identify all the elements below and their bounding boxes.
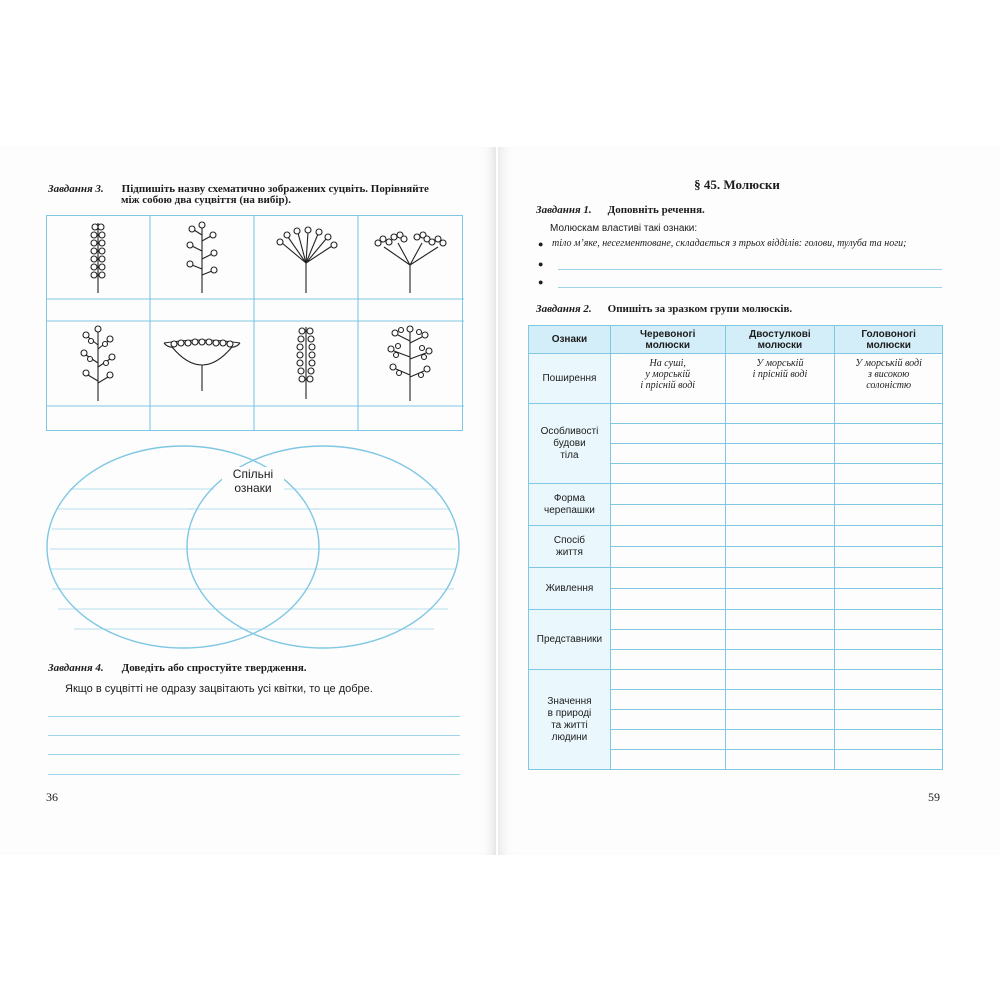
answer-line[interactable]	[558, 269, 942, 270]
page-number-right: 59	[928, 790, 940, 804]
row-header: Значення в природі та житті людини	[529, 670, 611, 770]
answer-cell[interactable]	[610, 730, 725, 750]
venn-common-label	[222, 467, 284, 495]
answer-cell[interactable]	[835, 484, 943, 505]
task4-header	[48, 658, 307, 676]
task1-text: Доповніть речення.	[607, 204, 705, 216]
task2-label: Завдання 2.	[536, 303, 592, 315]
answer-cell[interactable]	[835, 670, 943, 690]
task1-label: Завдання 1.	[536, 204, 592, 216]
answer-cell[interactable]	[725, 750, 835, 770]
molluscs-table	[528, 325, 943, 770]
inflorescence-grid	[46, 215, 464, 431]
answer-cell[interactable]	[835, 650, 943, 670]
answer-line[interactable]	[558, 287, 942, 288]
table-cell: На суші, у морській і прісній воді	[610, 354, 725, 404]
row-header: Форма черепашки	[529, 484, 611, 526]
bullet-icon: ●	[538, 277, 544, 287]
basket-icon	[164, 339, 240, 391]
answer-cell[interactable]	[610, 547, 725, 568]
header-cell: Головоногі молюски	[835, 326, 943, 354]
row-header: Живлення	[529, 568, 611, 610]
venn-common-label-line2: ознаки	[234, 481, 272, 495]
answer-cell[interactable]	[835, 710, 943, 730]
answer-cell[interactable]	[610, 710, 725, 730]
task4-label: Завдання 4.	[48, 662, 104, 674]
raceme-icon	[187, 222, 217, 293]
answer-cell[interactable]	[610, 690, 725, 710]
task4-text: Доведіть або спростуйте твердження.	[121, 662, 307, 674]
answer-cell[interactable]	[610, 670, 725, 690]
header-cell: Двостулкові молюски	[725, 326, 835, 354]
table-cell: У морській воді з високою солоністю	[835, 354, 943, 404]
row-header: Представники	[529, 610, 611, 670]
answer-cell[interactable]	[835, 730, 943, 750]
answer-cell[interactable]	[835, 750, 943, 770]
spike-icon	[91, 223, 105, 293]
row-header: Поширення	[529, 354, 611, 404]
answer-cell[interactable]	[835, 690, 943, 710]
answer-cell[interactable]	[725, 505, 835, 526]
section-title: § 45. Молюски	[694, 177, 780, 192]
row-header: Особливості будови тіла	[529, 404, 611, 484]
answer-cell[interactable]	[610, 424, 725, 444]
task2-header	[536, 299, 792, 317]
venn-common-label-line1: Спільні	[232, 467, 274, 481]
compound-spike-icon	[297, 327, 315, 399]
header-cell: Ознаки	[529, 326, 611, 354]
answer-cell[interactable]	[610, 650, 725, 670]
answer-line[interactable]	[48, 735, 460, 736]
left-page	[0, 147, 496, 855]
bullet-icon: ●	[538, 259, 544, 269]
answer-cell[interactable]	[610, 589, 725, 610]
table-cell: У морській і прісній воді	[725, 354, 835, 404]
answer-cell[interactable]	[725, 730, 835, 750]
answer-cell[interactable]	[610, 404, 725, 424]
task2-text: Опишіть за зразком групи молюсків.	[607, 303, 793, 315]
answer-cell[interactable]	[725, 710, 835, 730]
answer-cell[interactable]	[610, 444, 725, 464]
answer-cell[interactable]	[835, 526, 943, 547]
answer-cell[interactable]	[835, 589, 943, 610]
table-row	[529, 354, 943, 404]
answer-cell[interactable]	[610, 505, 725, 526]
answer-cell[interactable]	[725, 690, 835, 710]
answer-cell[interactable]	[610, 750, 725, 770]
table-header-row	[529, 326, 943, 354]
answer-cell[interactable]	[610, 526, 725, 547]
answer-cell[interactable]	[725, 670, 835, 690]
answer-cell[interactable]	[610, 610, 725, 630]
answer-cell[interactable]	[835, 404, 943, 424]
answer-cell[interactable]	[835, 630, 943, 650]
answer-line[interactable]	[48, 754, 460, 755]
answer-cell[interactable]	[725, 404, 835, 424]
answer-cell[interactable]	[725, 547, 835, 568]
task3-text-line2: між собою два суцвіття (на вибір).	[121, 194, 291, 206]
answer-cell[interactable]	[725, 526, 835, 547]
page-number-left: 36	[46, 790, 58, 804]
answer-cell[interactable]	[725, 610, 835, 630]
answer-cell[interactable]	[725, 589, 835, 610]
compound-umbel-icon	[375, 232, 446, 293]
answer-cell[interactable]	[610, 630, 725, 650]
answer-line[interactable]	[48, 716, 460, 717]
answer-cell[interactable]	[610, 464, 725, 484]
umbel-icon	[277, 227, 337, 293]
compound-raceme-icon	[388, 326, 432, 401]
answer-cell[interactable]	[610, 484, 725, 505]
task3-text-line1: Підпишіть назву схематично зображених суцвіть. Порівняйте	[121, 183, 429, 195]
task1-bullet1: тіло м’яке, несегментоване, складається з трьох відділів: голови, тулуба та ноги;	[552, 238, 907, 249]
panicle-icon	[81, 326, 115, 401]
task4-statement: Якщо в суцвітті не одразу зацвітають усі квітки, то це добре.	[65, 683, 373, 695]
answer-line[interactable]	[48, 774, 460, 775]
header-cell: Черевоногі молюски	[610, 326, 725, 354]
answer-cell[interactable]	[725, 444, 835, 464]
answer-cell[interactable]	[835, 444, 943, 464]
answer-cell[interactable]	[835, 464, 943, 484]
right-page	[498, 147, 1000, 855]
task1-lead: Молюскам властиві такі ознаки:	[550, 223, 698, 234]
answer-cell[interactable]	[725, 650, 835, 670]
answer-cell[interactable]	[835, 610, 943, 630]
answer-cell[interactable]	[835, 568, 943, 589]
answer-cell[interactable]	[725, 484, 835, 505]
answer-cell[interactable]	[835, 505, 943, 526]
answer-cell[interactable]	[725, 568, 835, 589]
answer-cell[interactable]	[610, 568, 725, 589]
answer-cell[interactable]	[725, 424, 835, 444]
answer-cell[interactable]	[725, 464, 835, 484]
bullet-icon: ●	[538, 239, 544, 249]
answer-cell[interactable]	[835, 424, 943, 444]
task1-header	[536, 200, 705, 218]
row-header: Спосіб життя	[529, 526, 611, 568]
task3-label: Завдання 3.	[48, 183, 104, 195]
answer-cell[interactable]	[835, 547, 943, 568]
answer-cell[interactable]	[725, 630, 835, 650]
